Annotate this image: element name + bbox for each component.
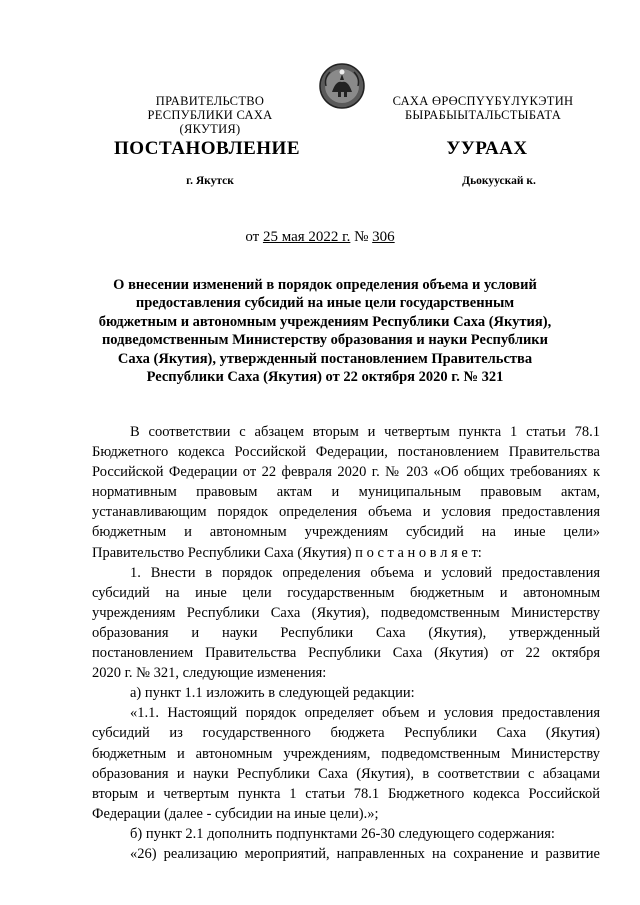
- government-name-ru: [120, 94, 300, 136]
- decree-title-ru: ПОСТАНОВЛЕНИЕ: [113, 138, 301, 159]
- title-line: Республики Саха (Якутия) от 22 октября 2020 г. № 321: [146, 369, 504, 386]
- title-line: подведомственным Министерству образования и науки Республики: [101, 332, 549, 349]
- coat-of-arms-icon: [318, 62, 366, 110]
- decree-number: 306: [372, 229, 395, 245]
- government-name-sakha: [388, 94, 578, 122]
- body-line: Федерации (далее - субсидии на иные цели).»;: [92, 805, 379, 822]
- body-line: 2020 г. № 321, следующие изменения:: [92, 665, 327, 682]
- body-line: устанавливающим порядок определения объема и условия предоставления: [92, 504, 600, 521]
- title-line: бюджетным и автономным учреждениям Республики Саха (Якутия),: [98, 313, 552, 330]
- body-line: образования и науки Республики Саха (Якутия), в соответствии с абзацами: [92, 765, 600, 782]
- document-title: [95, 276, 555, 386]
- body-line: «1.1. Настоящий порядок определяет объем и условия предоставления: [130, 705, 600, 722]
- date-prefix: от: [245, 229, 263, 245]
- body-line: вторым и четвертым пункта 1 статьи 78.1 Бюджетного кодекса Российской: [92, 785, 600, 802]
- body-line: постановлением Правительства Республики Саха (Якутия) от 22 октября: [92, 645, 600, 662]
- government-name-ru-line1: ПРАВИТЕЛЬСТВО: [155, 94, 265, 108]
- body-line: «26) реализацию мероприятий, направленных на сохранение и развитие: [130, 845, 600, 862]
- body-line: Российской Федерации от 22 февраля 2020 г. № 203 «Об общих требованиях к: [92, 464, 600, 481]
- body-line: субсидий из государственного бюджета Республики Саха (Якутия): [92, 725, 600, 742]
- decree-title-sakha: УУРААХ: [446, 138, 528, 159]
- city-sakha: Дьокуускай к.: [462, 175, 536, 187]
- government-name-ru-line2: РЕСПУБЛИКИ САХА (ЯКУТИЯ): [147, 108, 273, 136]
- body-line: образования и науки Республики Саха (Якутия), утвержденный: [92, 624, 600, 641]
- body-line: субсидий на иные цели государственным бюджетным и автономным: [92, 584, 600, 601]
- title-line: О внесении изменений в порядок определения объема и условий: [113, 277, 537, 293]
- city-ru: г. Якутск: [186, 175, 234, 187]
- body-line: нормативным правовым актам и муниципальным правовым актам,: [92, 484, 600, 501]
- body-line: бюджетным и автономным учреждениям субсидий на иные цели»: [92, 524, 600, 541]
- body-line: Правительство Республики Саха (Якутия) п о с т а н о в л я е т:: [92, 544, 482, 561]
- number-prefix: №: [350, 229, 373, 245]
- title-line: Саха (Якутия), утвержденный постановлением Правительства: [117, 350, 533, 367]
- body-line: 1. Внести в порядок определения объема и условий предоставления: [130, 564, 600, 581]
- body-line: а) пункт 1.1 изложить в следующей редакции:: [130, 685, 415, 702]
- body-line: Бюджетного кодекса Российской Федерации, постановлением Правительства: [92, 444, 600, 461]
- title-line: предоставления субсидий на иные цели государственным: [135, 295, 515, 312]
- body-line: бюджетным и автономным учреждениям, подведомственным Министерству: [92, 745, 600, 762]
- document-body: [92, 422, 600, 864]
- decree-date: 25 мая 2022 г.: [262, 229, 351, 245]
- body-line: В соответствии с абзацем вторым и четвертым пункта 1 статьи 78.1: [130, 424, 600, 440]
- decree-date-line: [0, 229, 640, 246]
- government-name-sakha-line1: САХА ӨРӨСПҮҮБҮЛҮКЭТИН: [392, 94, 574, 108]
- government-name-sakha-line2: БЫРАБЫЫТАЛЬСТЫБАТА: [404, 108, 562, 122]
- body-line: учреждениям Республики Саха (Якутия), подведомственным Министерству: [92, 604, 600, 621]
- body-line: б) пункт 2.1 дополнить подпунктами 26-30 следующего содержания:: [130, 825, 555, 842]
